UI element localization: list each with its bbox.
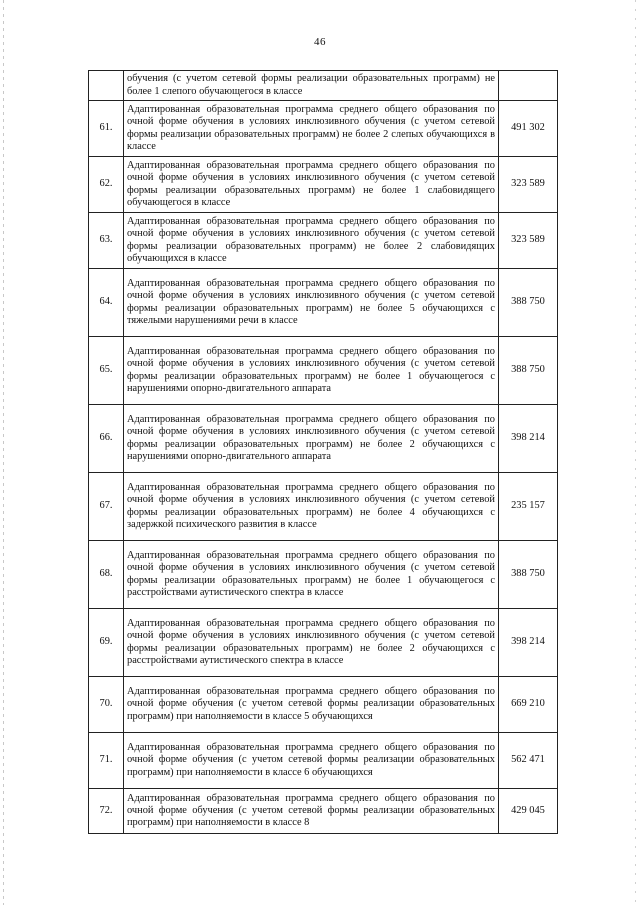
- row-number: 67.: [89, 473, 124, 541]
- table-row: [89, 213, 558, 269]
- tariff-table-body: [89, 71, 558, 834]
- table-row: [89, 473, 558, 541]
- program-description: Адаптированная образовательная программа среднего общего образования по очной форме обучения в условиях инклюзивного обучения (с учетом сетевой формы реализации образовательных программ) не более 1 обучающегося с нарушениями опорно-двигательного аппарата: [124, 337, 499, 405]
- cost-value: 398 214: [499, 405, 558, 473]
- program-description: Адаптированная образовательная программа среднего общего образования по очной форме обучения (с учетом сетевой формы реализации образовательных программ) при наполняемости в классе 6 обучающихся: [124, 733, 499, 789]
- table-row: [89, 733, 558, 789]
- cost-value: 235 157: [499, 473, 558, 541]
- cost-value: 323 589: [499, 213, 558, 269]
- cost-value: 491 302: [499, 101, 558, 157]
- row-number: 65.: [89, 337, 124, 405]
- program-description: обучения (с учетом сетевой формы реализации образовательных программ) не более 1 слепого обучающегося в классе: [124, 71, 499, 101]
- table-row: [89, 789, 558, 834]
- table-row: [89, 101, 558, 157]
- table-row: [89, 337, 558, 405]
- row-number: 62.: [89, 157, 124, 213]
- row-number: 66.: [89, 405, 124, 473]
- row-number: [89, 71, 124, 101]
- program-description: Адаптированная образовательная программа среднего общего образования по очной форме обучения в условиях инклюзивного обучения (с учетом сетевой формы реализации образовательных программ) не более 1 обучающегося с расстройствами аутистического спектра в классе: [124, 541, 499, 609]
- row-number: 63.: [89, 213, 124, 269]
- program-description: Адаптированная образовательная программа среднего общего образования по очной форме обучения в условиях инклюзивного обучения (с учетом сетевой формы реализации образовательных программ) не более 1 слабовидящего обучающегося в классе: [124, 157, 499, 213]
- cost-value: 388 750: [499, 541, 558, 609]
- cost-value: 323 589: [499, 157, 558, 213]
- program-description: Адаптированная образовательная программа среднего общего образования по очной форме обучения в условиях инклюзивного обучения (с учетом сетевой формы реализации образовательных программ) не более 2 обучающихся с расстройствами аутистического спектра в классе: [124, 609, 499, 677]
- page-number: 46: [314, 36, 326, 48]
- row-number: 61.: [89, 101, 124, 157]
- program-description: Адаптированная образовательная программа среднего общего образования по очной форме обучения в условиях инклюзивного обучения (с учетом сетевой формы реализации образовательных программ) не более 4 обучающихся с задержкой психического развития в классе: [124, 473, 499, 541]
- tariff-table: [88, 70, 558, 834]
- row-number: 70.: [89, 677, 124, 733]
- scan-edge-right: [635, 0, 636, 905]
- row-number: 72.: [89, 789, 124, 834]
- row-number: 64.: [89, 269, 124, 337]
- cost-value: 388 750: [499, 337, 558, 405]
- row-number: 69.: [89, 609, 124, 677]
- program-description: Адаптированная образовательная программа среднего общего образования по очной форме обучения (с учетом сетевой формы реализации образовательных программ) при наполняемости в классе 8: [124, 789, 499, 834]
- cost-value: 388 750: [499, 269, 558, 337]
- program-description: Адаптированная образовательная программа среднего общего образования по очной форме обучения в условиях инклюзивного обучения (с учетом сетевой формы реализации образовательных программ) не более 5 обучающихся с тяжелыми нарушениями речи в классе: [124, 269, 499, 337]
- table-row: [89, 405, 558, 473]
- table-row: [89, 609, 558, 677]
- program-description: Адаптированная образовательная программа среднего общего образования по очной форме обучения в условиях инклюзивного обучения (с учетом сетевой формы реализации образовательных программ) не более 2 обучающихся с нарушениями опорно-двигательного аппарата: [124, 405, 499, 473]
- cost-value: [499, 71, 558, 101]
- cost-value: 429 045: [499, 789, 558, 834]
- program-description: Адаптированная образовательная программа среднего общего образования по очной форме обучения в условиях инклюзивного обучения (с учетом сетевой формы реализации образовательных программ) не более 2 слабовидящих обучающихся в классе: [124, 213, 499, 269]
- scan-edge-left: [3, 0, 4, 905]
- row-number: 68.: [89, 541, 124, 609]
- cost-value: 398 214: [499, 609, 558, 677]
- table-row: [89, 71, 558, 101]
- table-row: [89, 541, 558, 609]
- table-row: [89, 157, 558, 213]
- table-row: [89, 269, 558, 337]
- row-number: 71.: [89, 733, 124, 789]
- cost-value: 669 210: [499, 677, 558, 733]
- program-description: Адаптированная образовательная программа среднего общего образования по очной форме обучения в условиях инклюзивного обучения (с учетом сетевой формы реализации образовательных программ) не более 2 слепых обучающихся в классе: [124, 101, 499, 157]
- table-row: [89, 677, 558, 733]
- cost-value: 562 471: [499, 733, 558, 789]
- program-description: Адаптированная образовательная программа среднего общего образования по очной форме обучения (с учетом сетевой формы реализации образовательных программ) при наполняемости в классе 5 обучающихся: [124, 677, 499, 733]
